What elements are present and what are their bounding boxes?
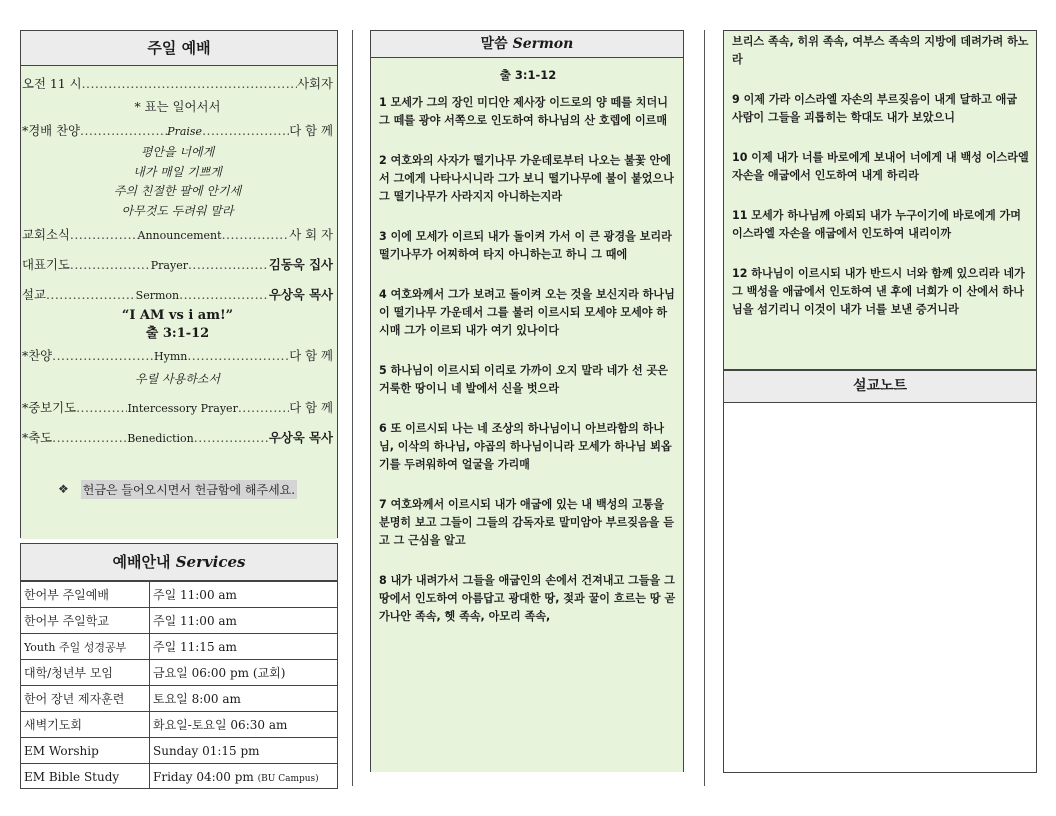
- table-row: [21, 764, 337, 790]
- praise-row: [22, 121, 333, 143]
- stand-note: * 표는 일어서서: [134, 99, 221, 114]
- service-time: 화요일-토요일 06:30 am: [150, 712, 338, 738]
- verse: 5 하나님이 이르시되 이리로 가까이 오지 말라 네가 선 곳은 거룩한 땅이니 네 발에서 신을 벗으라: [379, 364, 668, 395]
- leader-dots: [70, 257, 151, 272]
- leader-dots: [188, 257, 269, 272]
- verse: 3 이에 모세가 이르되 내가 돌이켜 가서 이 큰 광경을 보리라 떨기나무가 어찌하여 타지 아니하는고 하니 그 때에: [379, 230, 672, 261]
- praise-mid: Praise: [167, 125, 203, 138]
- verse: 4 여호와께서 그가 보려고 돌이켜 오는 것을 보신지라 하나님이 떨기나무 가운데서 그를 불러 이르시되 모세야 모세야 하시매 그가 이르되 내가 여기 있나이다: [379, 288, 675, 337]
- service-time: 토요일 8:00 am: [150, 686, 338, 712]
- table-row: [21, 686, 337, 712]
- leader-dots: [238, 400, 289, 415]
- service-time: [150, 764, 338, 790]
- intercessory-row: [22, 398, 333, 420]
- service-time: 주일 11:00 am: [150, 608, 338, 634]
- prayer-right: 김동욱 집사: [268, 257, 334, 272]
- offering-note-text: 헌금은 들어오시면서 헌금함에 해주세요.: [81, 480, 297, 499]
- praise-right: 다 함 께: [289, 123, 334, 138]
- service-name: 한어부 주일예배: [21, 582, 150, 608]
- notes-area[interactable]: [724, 403, 1036, 773]
- service-name: 한어 장년 제자훈련: [21, 686, 150, 712]
- benediction-right: 우상욱 목사: [268, 429, 333, 445]
- service-time: 주일 11:15 am: [150, 634, 338, 660]
- prayer-mid: Prayer: [150, 259, 188, 272]
- sermon-scripture-panel: [370, 30, 684, 772]
- worship-title: 주일 예배: [21, 31, 337, 66]
- services-title-kr: 예배안내: [112, 553, 171, 571]
- announcement-right: 사 회 자: [289, 227, 333, 242]
- scripture-reference: 출 3:1-12: [499, 68, 557, 82]
- service-time: 금요일 06:00 pm (교회): [150, 660, 338, 686]
- time-right: 사회자: [297, 76, 333, 91]
- table-row: [21, 582, 337, 608]
- sermon-title: “I AM vs i am!”: [121, 308, 234, 323]
- leader-dots: [70, 227, 138, 242]
- leader-dots: [179, 287, 269, 302]
- praise-line: 내가 매일 기쁘게: [133, 164, 222, 179]
- services-title: [21, 544, 337, 581]
- verse: 11 모세가 하나님께 아뢰되 내가 누구이기에 바로에게 가며 이스라엘 자손을 애굽에서 인도하여 내리이까: [732, 209, 1021, 240]
- hymn-line: 우릴 사용하소서: [135, 372, 220, 386]
- leader-dots: [222, 227, 290, 242]
- leader-dots: [187, 348, 289, 363]
- worship-time-row: [22, 74, 333, 96]
- service-time: Sunday 01:15 pm: [150, 738, 338, 764]
- sermon-mid: Sermon: [135, 289, 180, 302]
- table-row: [21, 660, 337, 686]
- announcement-left: 교회소식: [22, 227, 70, 242]
- benediction-row: [22, 428, 333, 450]
- announcement-mid: Announcement: [137, 229, 222, 242]
- campus-note: (BU Campus): [257, 773, 319, 784]
- leader-dots: [194, 430, 269, 445]
- table-row: [21, 634, 337, 660]
- service-time-text: Friday 04:00 pm: [153, 769, 254, 784]
- leader-dots: [202, 123, 289, 138]
- leader-dots: [52, 348, 154, 363]
- intercessory-right: 다 함 께: [289, 399, 333, 415]
- table-row: [21, 712, 337, 738]
- sermon-left: 설교: [22, 287, 46, 302]
- praise-left: *경배 찬양: [22, 123, 81, 138]
- table-row: [21, 608, 337, 634]
- services-panel: [20, 543, 338, 789]
- prayer-row: [22, 255, 333, 277]
- offering-note: [58, 480, 333, 499]
- intercessory-left: *중보기도: [22, 399, 77, 415]
- hymn-mid: Hymn: [154, 350, 188, 363]
- verse: 7 여호와께서 이르시되 내가 애굽에 있는 내 백성의 고통을 분명히 보고 그들이 그들의 감독자로 말미암아 부르짖음을 듣고 그 근심을 알고: [379, 498, 674, 547]
- hymn-right: 다 함 께: [289, 348, 334, 363]
- verse: 2 여호와의 사자가 떨기나무 가운데로부터 나오는 불꽃 안에서 그에게 나타나시니라 그가 보니 떨기나무에 불이 붙었으나 그 떨기나무가 사라지지 아니하는지라: [379, 154, 674, 203]
- verse: 10 이제 내가 너를 바로에게 보내어 너에게 내 백성 이스라엘 자손을 애굽에서 인도하여 내게 하리라: [732, 151, 1029, 182]
- verse: 12 하나님이 이르시되 내가 반드시 너와 함께 있으리라 네가 그 백성을 애굽에서 인도하여 낸 후에 너희가 이 산에서 하나님을 섬기리니 이것이 내가 너를 보낸 증거니라: [732, 267, 1025, 316]
- sermon-right: 우상욱 목사: [268, 287, 334, 302]
- table-row: [21, 738, 337, 764]
- scripture-continued-panel: [723, 30, 1037, 370]
- sermon-title-kr: 말씀: [480, 36, 508, 52]
- service-name: 대학/청년부 모임: [21, 660, 150, 686]
- verse: 8 내가 내려가서 그들을 애굽인의 손에서 건져내고 그들을 그 땅에서 인도하여 아름답고 광대한 땅, 젖과 꿀이 흐르는 땅 곧 가나안 족속, 헷 족속, 아모리 족속,: [379, 574, 676, 623]
- verse: 6 또 이르시되 나는 네 조상의 하나님이니 아브라함의 하나님, 이삭의 하나님, 야곱의 하나님이니라 모세가 하나님 뵈옵기를 두려워하여 얼굴을 가리매: [379, 422, 672, 471]
- service-name: 새벽기도회: [21, 712, 150, 738]
- benediction-mid: Benediction: [127, 431, 194, 445]
- column-divider-left: [352, 30, 353, 786]
- praise-line: 주의 친절한 팔에 안기세: [113, 184, 242, 198]
- hymn-row: [22, 346, 333, 368]
- verse: 1 모세가 그의 장인 미디안 제사장 이드로의 양 떼를 치더니 그 떼를 광야 서쪽으로 인도하여 하나님의 산 호렙에 이르매: [379, 96, 668, 127]
- service-name: EM Bible Study: [21, 764, 150, 790]
- intercessory-mid: Intercessory Prayer: [127, 401, 238, 415]
- prayer-left: 대표기도: [22, 257, 70, 272]
- sermon-row: [22, 285, 333, 307]
- sermon-title-en: Sermon: [512, 36, 574, 52]
- sermon-text-title: [371, 31, 683, 58]
- praise-song-lines: [22, 143, 333, 221]
- leader-dots: [52, 430, 127, 445]
- worship-order-panel: [20, 30, 338, 538]
- announcement-row: [22, 225, 333, 247]
- hymn-left: *찬양: [22, 348, 53, 363]
- column-divider-right: [704, 30, 705, 786]
- sermon-reference: 출 3:1-12: [145, 326, 210, 341]
- leader-dots: [82, 76, 298, 91]
- time-label: 오전 11 시: [22, 76, 82, 91]
- leader-dots: [80, 123, 167, 138]
- diamond-bullet-icon: ❖: [58, 482, 69, 496]
- service-name: 한어부 주일학교: [21, 608, 150, 634]
- benediction-left: *축도: [22, 429, 53, 445]
- verse: 9 이제 가라 이스라엘 자손의 부르짖음이 내게 달하고 애굽 사람이 그들을 괴롭히는 학대도 내가 보았으니: [732, 93, 1018, 124]
- leader-dots: [76, 400, 127, 415]
- leader-dots: [46, 287, 136, 302]
- service-time: 주일 11:00 am: [150, 582, 338, 608]
- sermon-notes-panel: [723, 370, 1037, 773]
- praise-line: 평안을 너에게: [140, 145, 215, 159]
- services-table: [21, 581, 337, 789]
- service-name: EM Worship: [21, 738, 150, 764]
- praise-line: 아무것도 두려워 말라: [121, 203, 234, 218]
- verse: 브리스 족속, 히위 족속, 여부스 족속의 지방에 데려가려 하노라: [732, 35, 1029, 66]
- service-name: Youth 주일 성경공부: [21, 634, 150, 660]
- sermon-notes-title: 설교노트: [724, 371, 1036, 403]
- services-title-en: Services: [175, 553, 246, 571]
